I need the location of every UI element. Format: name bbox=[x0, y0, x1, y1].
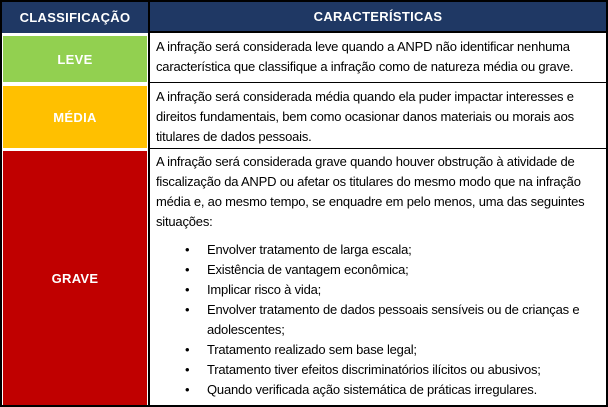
row-text-leve: A infração será considerada leve quando a ANPD não identificar nenhuma característica que classifique a infração como de natureza média ou grave. bbox=[150, 33, 606, 83]
grave-bullet-item: • Tratamento realizado sem base legal; bbox=[156, 340, 602, 360]
row-label-grave: GRAVE bbox=[3, 151, 147, 405]
grave-bullet-item: • Tratamento tiver efeitos discriminatórios ilícitos ou abusivos; bbox=[156, 360, 602, 380]
row-label-media: MÉDIA bbox=[3, 86, 147, 148]
grave-bullet-item: • Envolver tratamento de dados pessoais sensíveis ou de crianças e adolescentes; bbox=[156, 300, 602, 340]
grave-bullet-item: • Existência de vantagem econômica; bbox=[156, 260, 602, 280]
grave-intro-paragraph: A infração será considerada grave quando houver obstrução à atividade de fiscalização da ANPD ou afetar os titulares do mesmo modo que na infração média e, ao mesmo tempo, se enquadre em pelo menos, uma das seguintes situações: bbox=[156, 154, 585, 229]
header-classification: CLASSIFICAÇÃO bbox=[2, 2, 148, 33]
row-text-grave bbox=[150, 149, 606, 405]
grave-bullet-item: • Implicar risco à vida; bbox=[156, 280, 602, 300]
grave-bullet-item: • Envolver tratamento de larga escala; bbox=[156, 240, 602, 260]
grave-bullet-item: • Quando verificada ação sistemática de práticas irregulares. bbox=[156, 380, 602, 400]
row-text-media: A infração será considerada média quando ela puder impactar interesses e direitos fundamentais, bem como ocasionar danos materiais ou morais aos titulares de dados pessoais. bbox=[150, 83, 606, 149]
classification-column bbox=[2, 2, 148, 405]
header-characteristics: CARACTERÍSTICAS bbox=[150, 2, 606, 33]
row-label-leve: LEVE bbox=[3, 36, 147, 82]
characteristics-column bbox=[150, 2, 606, 405]
grave-bullet-list bbox=[156, 240, 602, 400]
